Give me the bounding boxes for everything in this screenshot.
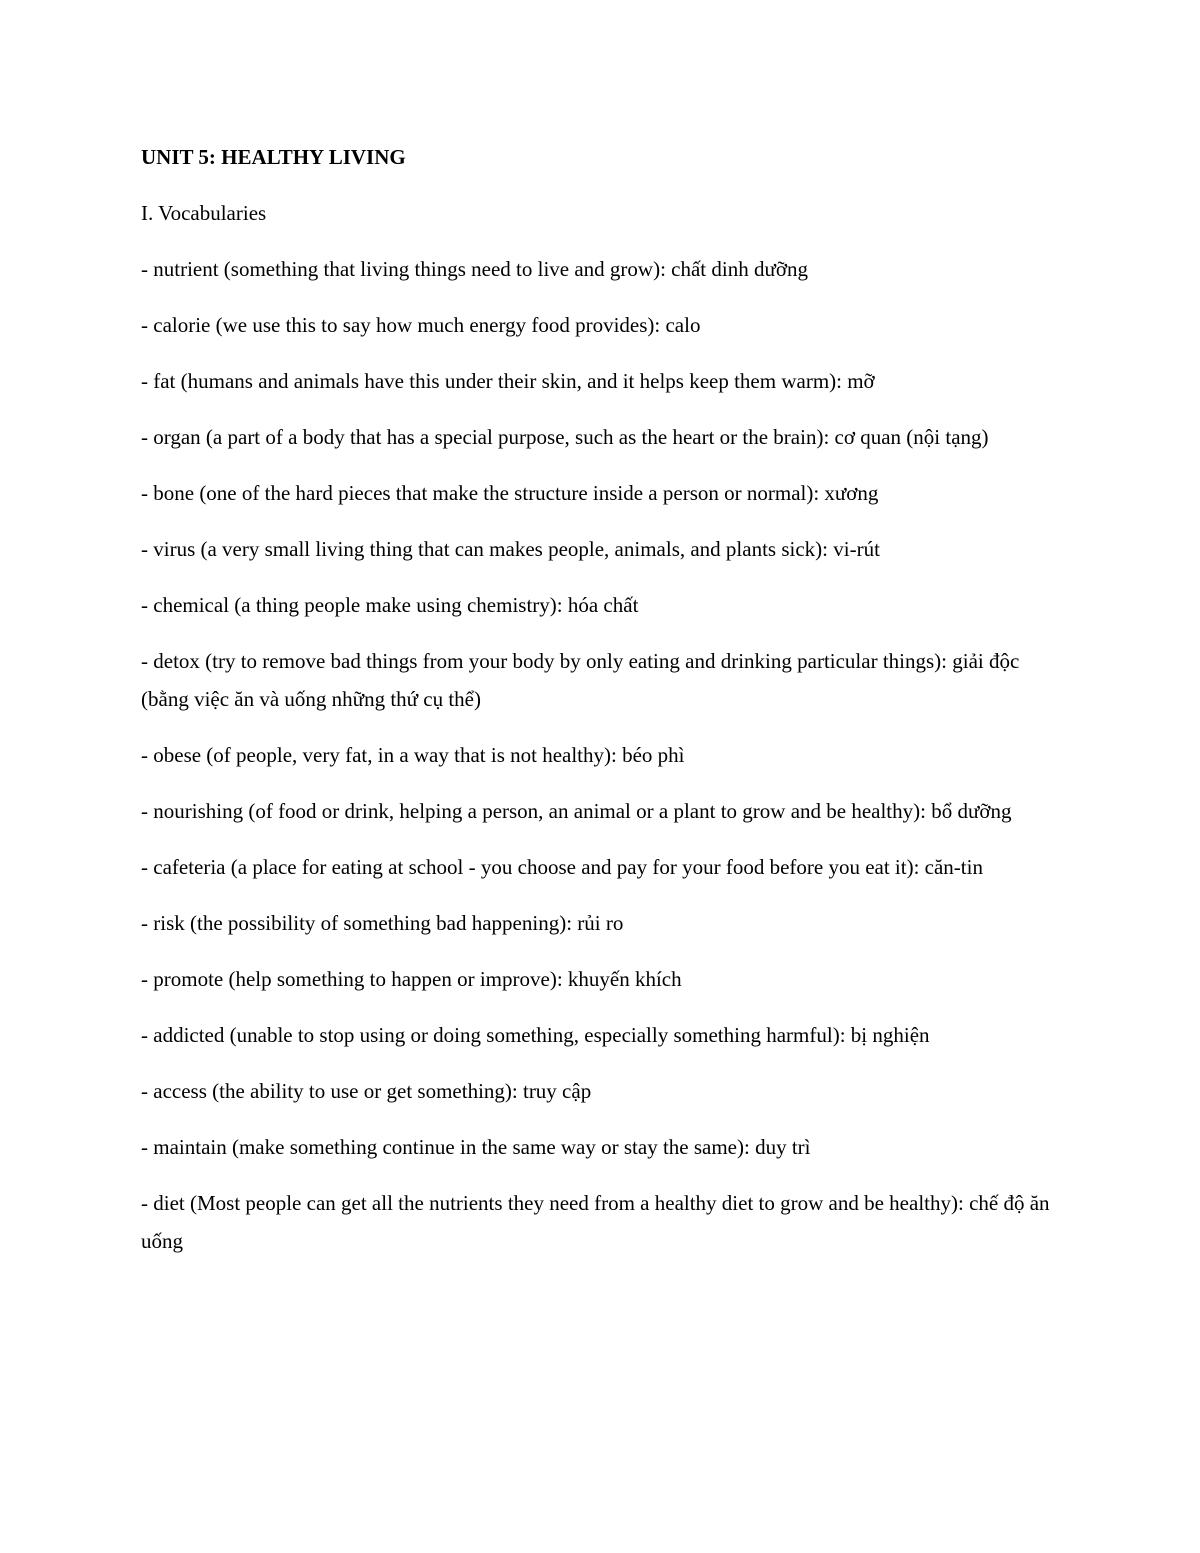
vocabulary-item-fat: - fat (humans and animals have this under their skin, and it helps keep them warm): mỡ [141, 369, 875, 393]
vocabulary-item-access: - access (the ability to use or get something): truy cập [141, 1079, 592, 1103]
section-heading: I. Vocabularies [141, 201, 267, 225]
page-title: UNIT 5: HEALTHY LIVING [141, 145, 406, 169]
vocabulary-item-risk: - risk (the possibility of something bad happening): rủi ro [141, 911, 624, 935]
vocabulary-item-diet: - diet (Most people can get all the nutrients they need from a healthy diet to grow and be healthy): chế độ ăn uống [141, 1191, 1050, 1253]
vocabulary-list [141, 250, 1059, 1260]
vocabulary-item-maintain: - maintain (make something continue in the same way or stay the same): duy trì [141, 1135, 811, 1159]
vocabulary-item-promote: - promote (help something to happen or improve): khuyến khích [141, 967, 682, 991]
vocabulary-item-calorie: - calorie (we use this to say how much energy food provides): calo [141, 313, 701, 337]
vocabulary-item-organ: - organ (a part of a body that has a special purpose, such as the heart or the brain): cơ quan (nội tạng) [141, 425, 989, 449]
vocabulary-item-virus: - virus (a very small living thing that can makes people, animals, and plants sick): vi-rút [141, 537, 880, 561]
vocabulary-item-obese: - obese (of people, very fat, in a way that is not healthy): béo phì [141, 743, 685, 767]
vocabulary-item-chemical: - chemical (a thing people make using chemistry): hóa chất [141, 593, 639, 617]
vocabulary-item-nutrient: - nutrient (something that living things need to live and grow): chất dinh dưỡng [141, 257, 808, 281]
vocabulary-item-detox: - detox (try to remove bad things from your body by only eating and drinking particular things): giải độc (bằng việc ăn và uống những thứ cụ thể) [141, 649, 1020, 711]
vocabulary-item-nourishing: - nourishing (of food or drink, helping a person, an animal or a plant to grow and be healthy): bổ dưỡng [141, 799, 1012, 823]
vocabulary-item-cafeteria: - cafeteria (a place for eating at school - you choose and pay for your food before you eat it): căn-tin [141, 855, 983, 879]
vocabulary-item-addicted: - addicted (unable to stop using or doing something, especially something harmful): bị nghiện [141, 1023, 930, 1047]
document-content [141, 138, 1059, 1278]
vocabulary-item-bone: - bone (one of the hard pieces that make the structure inside a person or normal): xương [141, 481, 879, 505]
